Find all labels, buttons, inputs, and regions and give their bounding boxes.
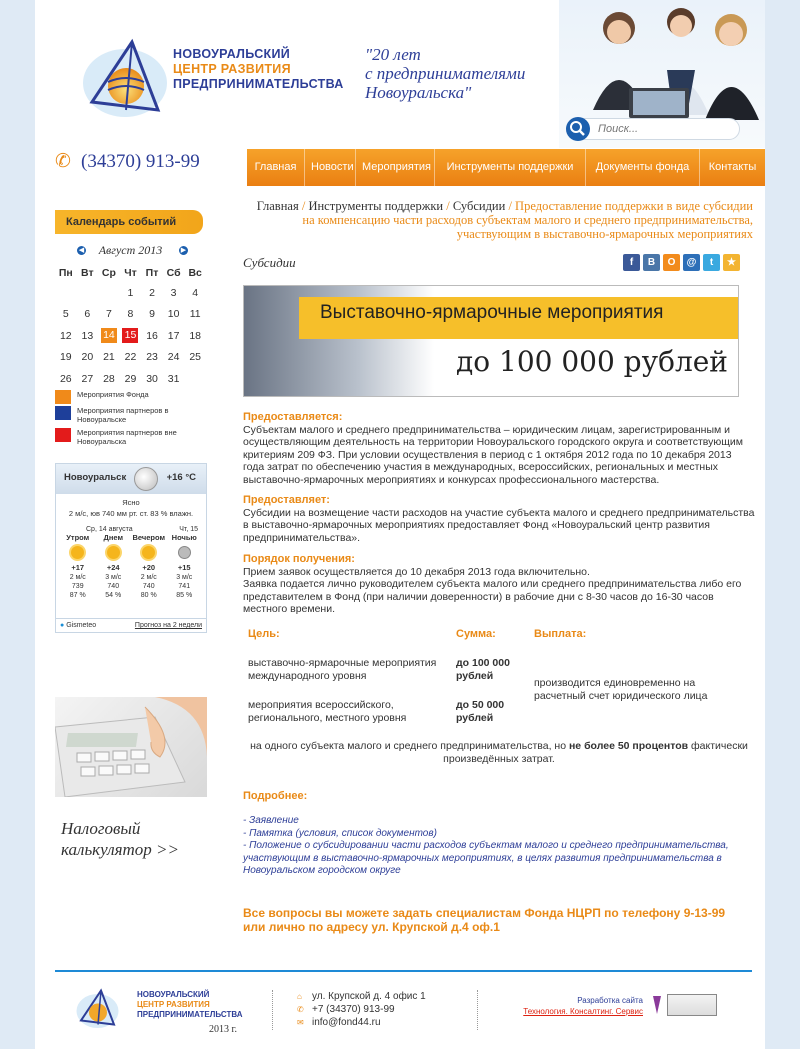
promo-banner [243, 285, 739, 397]
legend-swatch-orange [55, 390, 71, 404]
weekday: Пн [58, 267, 73, 279]
calendar-grid [55, 264, 206, 390]
search-input[interactable] [598, 120, 728, 138]
slogan-line-1: "20 лет [365, 45, 421, 64]
calendar-day: 28 [103, 372, 115, 385]
calendar-day: 9 [149, 308, 155, 321]
footer-email[interactable]: info@fond44.ru [312, 1017, 381, 1028]
legend-partners-out [55, 428, 195, 446]
breadcrumb-subsidies[interactable]: Субсидии [452, 199, 506, 213]
footer-logo-line-3: ПРЕДПРИНИМАТЕЛЬСТВА [137, 1010, 243, 1019]
developer-logo-icon [651, 994, 663, 1016]
table-sum-1: до 100 000 рублей [456, 657, 510, 682]
period-wind: 2 м/с [140, 574, 157, 581]
provided-heading: Предоставляется: [243, 411, 343, 423]
link-application[interactable]: - Заявление [243, 815, 299, 826]
event-day-outside[interactable]: 15 [122, 328, 138, 343]
period-humidity: 54 % [105, 592, 122, 599]
calendar-day: 23 [146, 351, 158, 364]
weekday: Ср [101, 267, 116, 279]
provider-section [243, 494, 755, 544]
footer-separator [477, 990, 478, 1030]
banner-amount: до 100 000 рублей [456, 345, 728, 378]
calendar-day: 6 [84, 308, 91, 321]
footer-year: 2013 г. [209, 1024, 237, 1035]
gismeteo-label: Gismeteo [66, 622, 97, 629]
weather-date-1: Ср, 14 августа [86, 526, 133, 533]
search-icon[interactable] [566, 117, 590, 141]
developer-credit [511, 995, 643, 1017]
calendar-next-icon[interactable]: ▶ [180, 247, 187, 254]
contact-note: Все вопросы вы можете задать специалистам Фонда НЦРП по телефону 9-13-99 или лично по адресу ул. Крупской д.4 оф.1 [243, 906, 726, 934]
sun-icon [96, 544, 132, 561]
table-goal-1: выставочно-ярмарочные мероприятия международного уровня [248, 657, 437, 682]
twitter-icon[interactable]: t [703, 254, 720, 271]
order-heading: Порядок получения: [243, 553, 355, 565]
period-humidity: 85 % [176, 592, 193, 599]
logo-icon[interactable] [70, 38, 170, 118]
weekday: Чт [124, 267, 137, 279]
note-before: на одного субъекта малого и среднего предпринимательства, но [250, 740, 569, 752]
nav-item-contacts[interactable]: Контакты [708, 161, 757, 173]
calendar-title: Календарь событий [55, 210, 203, 234]
weather-footer [56, 618, 206, 632]
breadcrumb [243, 199, 753, 241]
home-icon: ⌂ [297, 992, 302, 1001]
weekday: Вт [81, 267, 94, 279]
period-temp: +15 [177, 563, 191, 572]
page [35, 0, 765, 1049]
table-sum-2: до 50 000 рублей [456, 699, 505, 724]
sun-icon [60, 544, 96, 561]
legend-label: Мероприятия Фонда [77, 390, 149, 399]
calendar-day: 11 [189, 308, 201, 321]
calendar-day: 13 [81, 329, 94, 342]
mailru-icon[interactable]: @ [683, 254, 700, 271]
calendar-day: 29 [124, 372, 137, 385]
odnoklassniki-icon[interactable]: О [663, 254, 680, 271]
breadcrumb-separator: / [508, 199, 516, 213]
table-header-sum: Сумма: [456, 628, 496, 640]
period-wind: 2 м/с [69, 574, 86, 581]
calendar-prev-icon[interactable]: ◀ [78, 247, 85, 254]
calendar-day: 7 [105, 308, 112, 321]
weather-condition: Ясно [122, 498, 140, 507]
facebook-icon[interactable]: f [623, 254, 640, 271]
mail-icon: ✉ [297, 1018, 304, 1027]
main-nav [247, 149, 765, 186]
breadcrumb-current: Предоставление поддержки в виде субсидии на компенсацию части расходов субъектам малого и среднего предпринимательства, участвующим в выставочно-ярмарочных мероприятиях [302, 199, 753, 241]
footer-separator [272, 990, 273, 1030]
footer-logo-line-2: ЦЕНТР РАЗВИТИЯ [137, 1000, 210, 1009]
period-temp: +17 [71, 563, 85, 572]
calendar-day: 26 [59, 372, 72, 385]
link-memo[interactable]: - Памятка (условия, список документов) [243, 827, 437, 839]
event-day-fund[interactable]: 14 [101, 328, 117, 343]
phone-number[interactable] [55, 150, 200, 173]
developer-link[interactable]: Технология. Консалтинг. Сервис [523, 1007, 643, 1016]
calculator-image[interactable] [55, 697, 207, 797]
note-bold: не более 50 процентов [568, 740, 689, 752]
nav-item-events[interactable]: Мероприятия [356, 149, 435, 186]
more-heading: Подробнее: [243, 790, 308, 802]
table-goal-2: мероприятия всероссийского, регионального, местного уровня [248, 699, 407, 724]
legend-label: Мероприятия партнеров в Новоуральске [77, 406, 169, 424]
logo-line-2: ЦЕНТР РАЗВИТИЯ [173, 62, 291, 76]
calendar-day: 3 [170, 286, 177, 299]
footer-logo-text [137, 990, 243, 1020]
period-label: Вечером [132, 533, 166, 542]
share-buttons [623, 254, 740, 271]
footer-contacts [297, 990, 426, 1029]
calendar-day: 8 [127, 308, 134, 321]
period-pressure: 740 [142, 583, 155, 590]
logo-text[interactable] [173, 47, 344, 92]
footer-logo-line-1: НОВОУРАЛЬСКИЙ [137, 990, 210, 999]
limit-note [243, 740, 755, 766]
link-regulation[interactable]: - Положение о субсидировании части расходов субъектам малого и среднего предпринимательства, участвующим в выставочно-ярмарочных мероприятиях, в целях развития предпринимательства в Новоуральском городском округе [243, 840, 729, 876]
calendar-day: 1 [127, 286, 134, 299]
moon-icon [134, 467, 158, 491]
calendar-day: 31 [167, 372, 180, 385]
slogan-line-3: Новоуральска" [365, 83, 472, 102]
period-pressure: 741 [178, 583, 191, 590]
document-links [243, 815, 755, 878]
period-label: Ночью [171, 533, 197, 542]
visit-counter-icon[interactable] [667, 994, 717, 1016]
nav-item-support-tools[interactable]: Инструменты поддержки [435, 149, 586, 186]
calendar-day: 17 [167, 329, 180, 342]
calendar-day-event[interactable] [98, 325, 120, 347]
calendar-day: 30 [146, 372, 158, 385]
period-humidity: 87 % [69, 592, 86, 599]
weather-dates [56, 518, 206, 533]
breadcrumb-home[interactable]: Главная [256, 199, 299, 213]
legend-label: Мероприятия партнеров вне Новоуральска [77, 428, 177, 446]
calendar-day: 24 [167, 351, 180, 364]
slogan [365, 45, 525, 102]
weekday: Сб [166, 267, 181, 279]
gismeteo-logo[interactable]: ● Gismeteo [60, 622, 97, 629]
provided-section [243, 411, 755, 486]
calendar-day: 16 [146, 329, 158, 342]
legend-swatch-red [55, 428, 71, 442]
period-label: Днем [103, 533, 123, 542]
provided-text: Субъектам малого и среднего предпринимательства – юридическим лицам, зарегистрированным и осуществляющим деятельность на территории Новоуральского городского округа и соответствующим критериям 209 ФЗ. При условии осуществления в период с 1 октября 2012 года по 10 декабря 2013 года затрат по обеспечению участия в международных, всероссийских, региональных и местных выставочно-ярмарочных мероприятиях и конкурсах профессионального мастерства. [243, 423, 743, 486]
moon-clear-icon [167, 544, 203, 561]
sun-icon [131, 544, 167, 561]
period-temp: +24 [106, 563, 120, 572]
nav-item-news[interactable]: Новости [305, 149, 356, 186]
calendar-day: 21 [103, 351, 115, 364]
calendar-day: 2 [149, 286, 155, 299]
breadcrumb-support-tools[interactable]: Инструменты поддержки [308, 199, 444, 213]
footer-logo-icon[interactable] [70, 986, 120, 1031]
period-wind: 3 м/с [176, 574, 193, 581]
period-wind: 3 м/с [105, 574, 122, 581]
favorite-icon[interactable]: ★ [723, 254, 740, 271]
logo-line-3: ПРЕДПРИНИМАТЕЛЬСТВА [173, 77, 344, 91]
breadcrumb-separator: / [446, 199, 453, 213]
weather-temp: +16 °C [166, 472, 196, 483]
calendar-day [98, 282, 120, 304]
calendar-day-event[interactable] [120, 325, 142, 347]
period-pressure: 740 [107, 583, 120, 590]
calendar-day [55, 282, 77, 304]
slogan-line-2: с предпринимателями [365, 64, 526, 83]
nav-item-home[interactable]: Главная [247, 149, 305, 186]
section-title: Субсидии [243, 255, 296, 270]
tax-calculator-link[interactable] [61, 818, 179, 860]
calendar-day: 12 [59, 329, 72, 342]
phone-icon: ✆ [55, 151, 71, 172]
vkontakte-icon[interactable]: В [643, 254, 660, 271]
logo-line-1: НОВОУРАЛЬСКИЙ [173, 47, 291, 61]
note-after: фактически произведённых затрат. [443, 740, 748, 765]
weather-city: Новоуральск [64, 472, 127, 483]
weather-details: 2 м/с, юв 740 мм рт. ст. 83 % влажн. [68, 509, 194, 518]
breadcrumb-separator: / [301, 199, 309, 213]
calendar-day [184, 368, 206, 390]
table-header-goal: Цель: [248, 628, 280, 640]
calendar-day: 25 [189, 351, 202, 364]
calendar-day: 5 [62, 308, 69, 321]
weather-widget [55, 463, 207, 633]
calendar-month: Август 2013 [98, 243, 163, 257]
legend-partners-in [55, 406, 195, 424]
calendar-day: 19 [59, 351, 72, 364]
calendar-day: 27 [81, 372, 94, 385]
calendar-day: 22 [124, 351, 137, 364]
weather-header [56, 464, 206, 494]
calc-line-2: калькулятор >> [61, 840, 180, 859]
legend-fund [55, 390, 149, 404]
order-section [243, 553, 755, 616]
legend-swatch-blue [55, 406, 71, 420]
forecast-link[interactable]: Прогноз на 2 недели [134, 622, 202, 629]
developer-label: Разработка сайта [577, 996, 643, 1005]
calc-line-1: Налоговый [61, 819, 141, 838]
order-text-2: Заявка подается лично руководителем субъекта малого или среднего предпринимательства либо его представителем в Фонд (при наличии доверенности) в рабочие дни с 8-30 часов до 16-30 часов местного времени. [243, 578, 742, 615]
calendar-day: 10 [167, 308, 180, 321]
nav-item-fund-documents[interactable]: Документы фонда [586, 149, 700, 186]
period-pressure: 739 [71, 583, 84, 590]
weekday: Вс [188, 267, 202, 279]
footer-address: ул. Крупской д. 4 офис 1 [312, 991, 426, 1002]
weather-date-2: Чт, 15 [179, 526, 198, 533]
calendar-day: 4 [192, 286, 199, 299]
footer-divider [55, 970, 752, 972]
table-header-payment: Выплата: [534, 628, 587, 640]
period-humidity: 80 % [140, 592, 157, 599]
table-payment: производится единовременно на расчетный счет юридического лица [534, 677, 708, 702]
weather-forecast [56, 533, 206, 599]
period-temp: +20 [142, 563, 156, 572]
footer-phone: +7 (34370) 913-99 [312, 1004, 395, 1015]
provider-heading: Предоставляет: [243, 494, 330, 506]
period-label: Утром [66, 533, 90, 542]
calendar-day: 20 [81, 351, 94, 364]
banner-headline: Выставочно-ярмарочные мероприятия [320, 302, 664, 323]
calendar-day [77, 282, 99, 304]
phone-icon: ✆ [297, 1005, 304, 1014]
weekday: Пт [145, 267, 159, 279]
phone-text: (34370) 913-99 [81, 151, 200, 172]
provider-text: Субсидии на возмещение части расходов на участие субъекта малого и среднего предпринимательства в выставочно-ярмарочных мероприятиях предоставляет Фонд «Новоуральский центр развития предпринимательства». [243, 506, 755, 544]
order-text-1: Прием заявок осуществляется до 10 декабря 2013 года включительно. [243, 565, 590, 578]
calendar-day: 18 [189, 329, 202, 342]
